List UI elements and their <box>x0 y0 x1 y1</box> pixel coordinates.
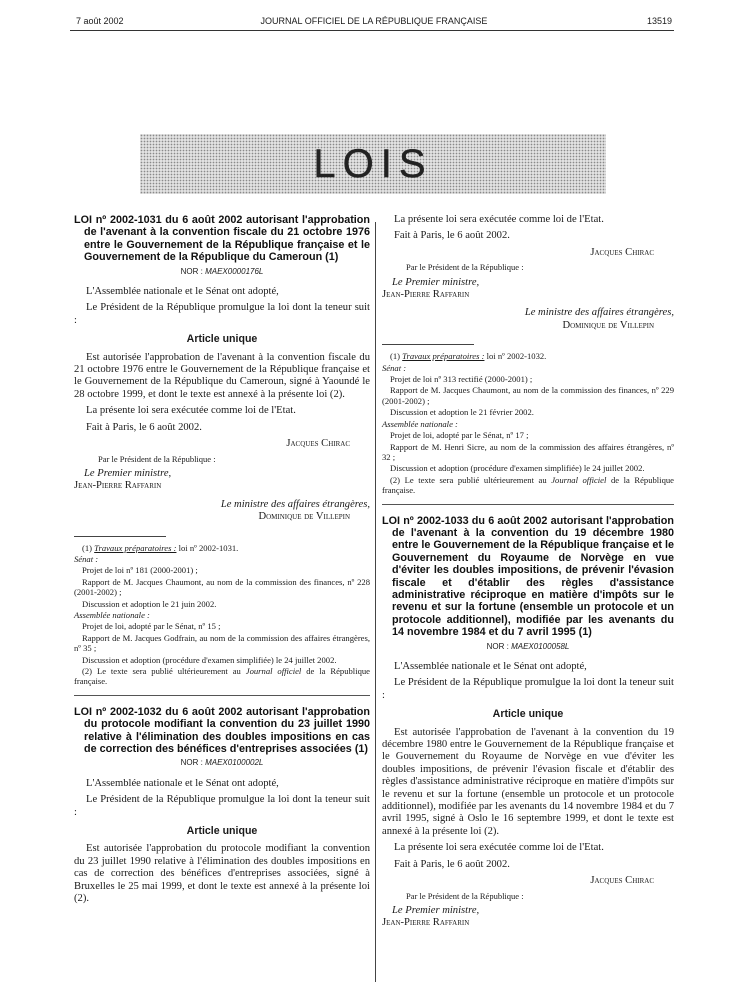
header-rule <box>70 30 674 31</box>
law1-pm-name: Jean-Pierre Raffarin <box>74 480 162 492</box>
law2-place: Fait à Paris, le 6 août 2002. <box>394 230 510 242</box>
law1-body: Est autorisée l'approbation de l'avenant à la convention fiscale du 21 octobre 1976 entre le Gouvernement de la République française et le Gouvernement de la République du Cameroun, signé à Yaoundé le 28 octobre 1999, et dont le texte est annexé à la présente loi (2). <box>74 351 370 400</box>
law2-intro2: Le Président de la République promulgue la loi dont la teneur suit : <box>74 794 370 818</box>
header-journal-title: JOURNAL OFFICIEL DE LA RÉPUBLIQUE FRANÇAISE <box>260 16 488 26</box>
left-column <box>74 214 370 910</box>
law3-exec: La présente loi sera exécutée comme loi de l'Etat. <box>394 842 604 854</box>
law3-title: LOI nº 2002-1033 du 6 août 2002 autorisant l'approbation de l'avenant à la convention du 19 décembre 1980 entre le Gouvernement de la République française et le Gouvernement du Royaume de Norvège en vue d'éviter les doubles impositions, de prévenir l'évasion fiscale et d'établir des règles d'assistance administrative réciproque en matière d'impôts sur le revenu et sur la fortune (ensemble un protocole et un protocole additionnel), modifiée par les avenants du 14 novembre 1984 et du 7 avril 1995 (1) <box>382 514 675 639</box>
law3-article-heading: Article unique <box>492 708 564 721</box>
law1-minister-title: Le ministre des affaires étrangères, <box>220 498 370 510</box>
law1-footnote-rule <box>74 536 166 537</box>
page-header <box>76 16 672 28</box>
law2-body: Est autorisée l'approbation du protocole modifiant la convention du 23 juillet 1990 relative à l'élimination des doubles impositions en cas de correction des bénéfices d'entreprises associées, signé à Bruxelles le 25 mai 1999, et dont le texte est annexé à la présente loi (2). <box>74 843 370 905</box>
law2-minister-name: Dominique de Villepin <box>562 319 654 331</box>
law1-article-heading: Article unique <box>186 333 258 346</box>
law3-par: Par le Président de la République : <box>406 890 524 901</box>
right-column <box>382 214 674 934</box>
law3-pm-title: Le Premier ministre, <box>392 904 480 916</box>
law2-pm-title: Le Premier ministre, <box>392 276 480 288</box>
header-date: 7 août 2002 <box>76 16 124 26</box>
law3-nor: NOR : MAEX0100058L <box>486 641 570 651</box>
law2-end-rule <box>382 504 674 505</box>
law1-signer: Jacques Chirac <box>286 438 350 450</box>
law2-pm-name: Jean-Pierre Raffarin <box>382 289 470 301</box>
law1-footnotes: (1) Travaux préparatoires : loi nº 2002-1031. Sénat : Projet de loi nº 181 (2000-2001) ; Rapport de M. Jacques Chaumont, au nom de la commission des finances, nº 228 (2001-2002) ; Discussion et adoption le 21 juin 2002. Assemblée nationale : Projet de loi, adopté par le Sénat, nº 15 ; Rapport de M. Jacques Godfrain, au nom de la commission des affaires étrangères, nº 35 ; Discussion et adoption (procédure d'examen simplifiée) le 24 juillet 2002. (2) Le texte sera publié ultérieurement au Journal officiel de la République française. <box>74 542 370 687</box>
column-divider <box>375 222 376 982</box>
law2-signer: Jacques Chirac <box>590 246 654 258</box>
law3-intro2: Le Président de la République promulgue la loi dont la teneur suit : <box>382 677 674 701</box>
law1-par: Par le Président de la République : <box>98 453 216 464</box>
law3-body: Est autorisée l'approbation de l'avenant à la convention du 19 décembre 1980 entre le Gouvernement de la République française et le Gouvernement du Royaume de Norvège en vue d'éviter les doubles impositions, de prévenir l'évasion fiscale et d'établir des règles d'assistance administrative réciproque en matière d'impôts sur le revenu et sur la fortune (ensemble un protocole et un protocole additionnel), modifiée par les avenants du 14 novembre 1984 et du 7 avril 1995, signé à Oslo le 16 septembre 1999, et dont le texte est annexé à la présente loi (2). <box>382 726 674 837</box>
law1-place: Fait à Paris, le 6 août 2002. <box>86 421 202 433</box>
law2-article-heading: Article unique <box>186 825 258 838</box>
law1-minister-name: Dominique de Villepin <box>258 511 350 523</box>
law2-exec: La présente loi sera exécutée comme loi de l'Etat. <box>394 214 604 225</box>
section-banner <box>140 134 606 194</box>
law2-par: Par le Président de la République : <box>406 262 524 273</box>
law3-place: Fait à Paris, le 6 août 2002. <box>394 858 510 870</box>
law1-intro1: L'Assemblée nationale et le Sénat ont adopté, <box>86 286 279 298</box>
law1-pm-title: Le Premier ministre, <box>84 467 172 479</box>
law1-title: LOI nº 2002-1031 du 6 août 2002 autorisant l'approbation de l'avenant à la convention fiscale du 21 octobre 1976 entre le Gouvernement de la République française et le Gouvernement de la République du Cameroun (1) <box>74 214 370 264</box>
law3-pm-name: Jean-Pierre Raffarin <box>382 917 470 929</box>
section-title: LOIS <box>313 142 433 186</box>
header-page-number: 13519 <box>646 16 672 26</box>
law1-exec: La présente loi sera exécutée comme loi de l'Etat. <box>86 405 296 417</box>
law1-intro2: Le Président de la République promulgue la loi dont la teneur suit : <box>74 302 370 326</box>
law3-intro1: L'Assemblée nationale et le Sénat ont adopté, <box>394 661 587 672</box>
law2-footnote-rule <box>382 344 474 345</box>
law2-footnotes: (1) Travaux préparatoires : loi nº 2002-1032. Sénat : Projet de loi nº 313 rectifié (2000-2001) ; Rapport de M. Jacques Chaumont, au nom de la commission des finances, nº 229 (2001-2002) ; Discussion et adoption le 21 février 2002. Assemblée nationale : Projet de loi, adopté par le Sénat, nº 17 ; Rapport de M. Henri Sicre, au nom de la commission des affaires étrangères, nº 32 ; Discussion et adoption (procédure d'examen simplifiée) le 24 juillet 2002. (2) Le texte sera publié ultérieurement au Journal officiel de la République française. <box>382 351 674 496</box>
law2-minister-title: Le ministre des affaires étrangères, <box>524 307 674 319</box>
law2-title: LOI nº 2002-1032 du 6 août 2002 autorisant l'approbation du protocole modifiant la convention du 23 juillet 1990 relative à l'élimination des doubles impositions en cas de correction des bénéfices d'entreprises associées (1) <box>74 705 370 756</box>
law2-nor: NOR : MAEX0100002L <box>180 758 264 768</box>
law3-signer: Jacques Chirac <box>590 875 654 887</box>
law1-nor: NOR : MAEX0000176L <box>180 266 264 276</box>
law1-end-rule <box>74 695 370 696</box>
law2-intro1: L'Assemblée nationale et le Sénat ont adopté, <box>86 777 279 789</box>
